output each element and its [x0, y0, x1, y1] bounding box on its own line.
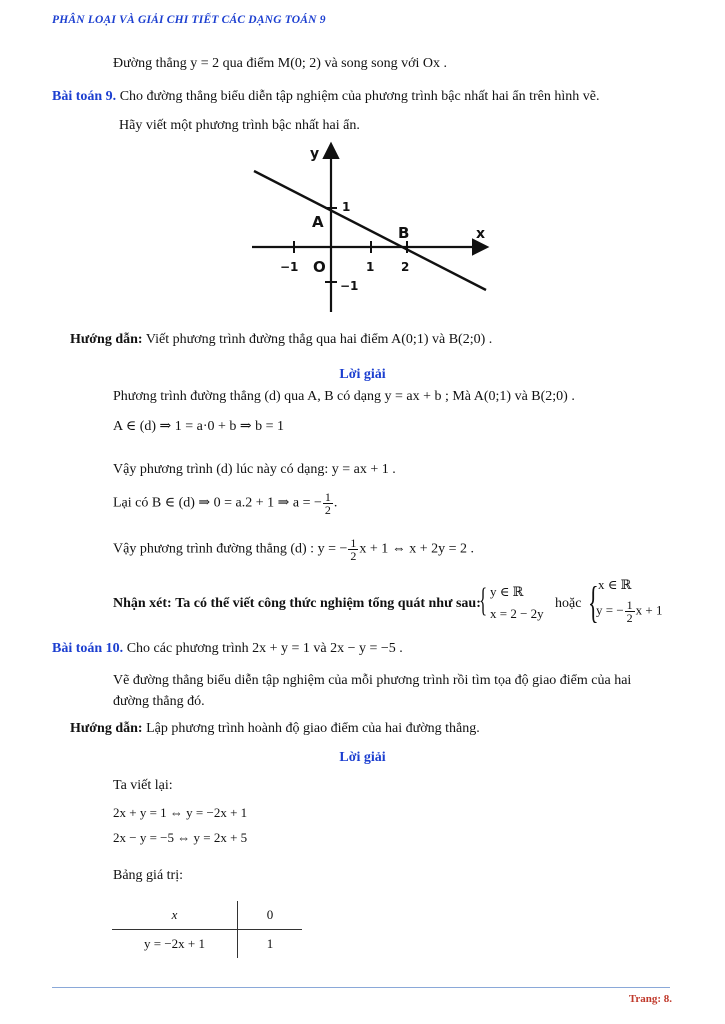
fraction-num-2: 1: [350, 536, 357, 550]
problem-10-text: Cho các phương trình 2x + y = 1 và 2x − y = −5 .: [126, 641, 403, 656]
page-number: Trang: 8.: [628, 993, 672, 1005]
system-brace-1: {: [479, 582, 488, 619]
hint-9: [70, 332, 492, 348]
system2-row1: x ∈ ℝ: [598, 577, 632, 592]
sol9-line5-pre: Vậy phương trình đường thẳng (d) : y = −: [113, 541, 348, 557]
problem-10-line3: đường thẳng đó.: [113, 694, 205, 709]
tick-label-y-neg1: −1: [340, 279, 359, 293]
problem-9-line2: Hãy viết một phương trình bậc nhất hai ẩn.: [119, 118, 360, 133]
table-header-x: x: [112, 901, 238, 930]
problem-10-label: Bài toán 10.: [52, 641, 124, 656]
y-axis-label: y: [310, 146, 320, 162]
tick-label-x-2: 2: [401, 260, 410, 274]
table-row: [112, 930, 302, 959]
fraction-den: 2: [324, 503, 331, 517]
tick-label-x-1: 1: [366, 260, 375, 274]
intro-line: Đường thẳng y = 2 qua điểm M(0; 2) và song song với Ox .: [113, 56, 447, 71]
fraction-den-3: 2: [626, 611, 633, 625]
table-cell-expr: y = −2x + 1: [112, 930, 238, 959]
origin-label: O: [313, 258, 326, 276]
sol9-line1: Phương trình đường thẳng (d) qua A, B có dạng y = ax + b ; Mà A(0;1) và B(2;0) .: [113, 389, 575, 404]
problem-10-line2: Vẽ đường thẳng biểu diễn tập nghiệm của mỗi phương trình rồi tìm tọa độ giao điểm của hai: [113, 673, 632, 688]
problem-10-statement: [52, 641, 403, 657]
solution-title-9: Lời giải: [339, 367, 386, 382]
solution-title-10: Lời giải: [339, 750, 386, 765]
sol9-line3: Vậy phương trình (d) lúc này có dạng: y = ax + 1 .: [113, 462, 396, 477]
fraction-one-half: [323, 491, 333, 516]
page-header: PHÂN LOẠI VÀ GIẢI CHI TIẾT CÁC DẠNG TOÁN 9: [52, 14, 326, 26]
fraction-den-2: 2: [350, 549, 357, 563]
sol9-line5-post: x + 1 ⇔ x + 2y = 2 .: [359, 541, 475, 557]
table-cell-value: 1: [266, 936, 274, 951]
sol10-line3: 2x − y = −5 ⇔ y = 2x + 5: [113, 830, 248, 845]
system2-row2: [596, 599, 663, 624]
system1-row2: x = 2 − 2y: [490, 606, 544, 621]
sol9-line4-text: Lại có B ∈ (d) ⇒ 0 = a.2 + 1 ⇒ a = −: [113, 495, 322, 511]
table-row: [112, 901, 302, 930]
remark: [113, 596, 481, 612]
hint-10-label: Hướng dẫn:: [70, 721, 143, 736]
point-b-label: B: [398, 224, 410, 242]
point-a-label: A: [312, 213, 324, 231]
fraction-one-half-3: [625, 599, 635, 624]
remark-label: Nhận xét:: [113, 596, 172, 611]
sol10-line4: Bảng giá trị:: [113, 868, 183, 883]
tick-label-x-neg1: −1: [280, 260, 299, 274]
hint-9-text: Viết phương trình đường thẳg qua hai điểm A(0;1) và B(2;0) .: [145, 332, 493, 347]
hint-9-label: Hướng dẫn:: [70, 332, 143, 347]
sol9-line4: Lại có B ∈ (d) ⇒ 0 = a.2 + 1 ⇒ a = − $\frac{1}{2}$ .: [113, 490, 338, 517]
system2-row2-post: x + 1: [635, 602, 663, 618]
hint-10: [70, 721, 480, 737]
or-word: hoặc: [555, 596, 582, 611]
problem-9-statement: [52, 89, 600, 105]
problem-9-text: Cho đường thẳng biểu diễn tập nghiệm của phương trình bậc nhất hai ẩn trên hình vẽ.: [119, 89, 600, 104]
system-brace-2: {: [588, 578, 599, 627]
x-axis-label: x: [476, 226, 486, 242]
sol10-line2: 2x + y = 1 ⇔ y = −2x + 1: [113, 805, 248, 820]
value-table: [112, 901, 302, 958]
footer-divider: [52, 987, 670, 988]
fraction-num-3: 1: [626, 598, 633, 612]
tick-label-y-1: 1: [342, 200, 351, 214]
fraction-one-half-2: [348, 537, 358, 562]
system1-row1: y ∈ ℝ: [490, 584, 524, 599]
sol9-line2: A ∈ (d) ⇒ 1 = a·0 + b ⇒ b = 1: [113, 419, 285, 434]
hint-10-text: Lập phương trình hoành độ giao điểm của hai đường thẳng.: [146, 721, 480, 736]
remark-text: Ta có thể viết công thức nghiệm tổng quát như sau:: [175, 596, 481, 611]
fraction-num: 1: [324, 490, 331, 504]
sol10-line1: Ta viết lại:: [113, 778, 173, 793]
problem-9-label: Bài toán 9.: [52, 89, 117, 104]
line-graph: [250, 140, 495, 318]
system2-row2-pre: y = −: [596, 602, 624, 618]
sol9-line5: [113, 537, 474, 562]
table-header-0: 0: [238, 901, 303, 930]
